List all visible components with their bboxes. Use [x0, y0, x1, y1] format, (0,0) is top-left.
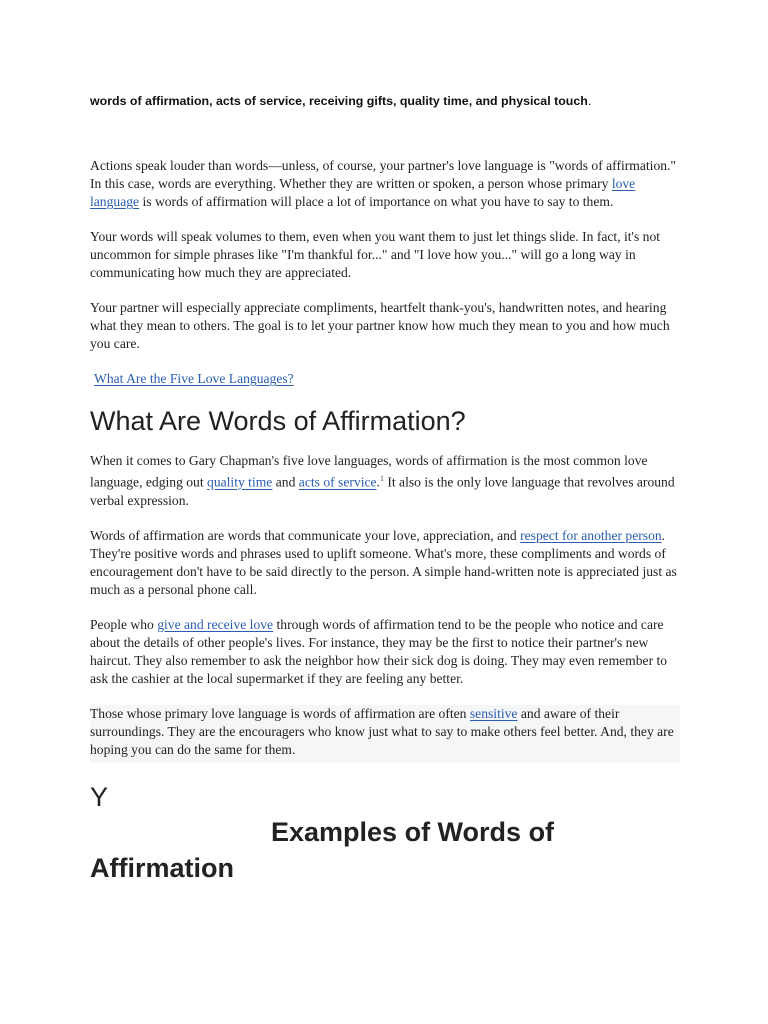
- paragraph-compliments: Your partner will especially appreciate compliments, heartfelt thank-you's, handwritten notes, and hearing what they mean to others. The goal is to let your partner know how much they mean to you and how much you care.: [90, 300, 670, 351]
- five-love-languages-row: [94, 370, 680, 388]
- sensitive-link[interactable]: sensitive: [469, 705, 518, 721]
- paragraph-text: It also is the only love language that revolves around verbal expression.: [90, 474, 675, 508]
- respect-link[interactable]: respect for another person: [520, 527, 662, 543]
- examples-heading-line-1: Examples of Words of: [271, 816, 555, 847]
- paragraph-text: People who: [90, 616, 158, 632]
- paragraph-text: .: [376, 474, 380, 490]
- section-heading-examples: [90, 814, 680, 886]
- paragraph-text: Words of affirmation are words that communicate your love, appreciation, and: [90, 527, 521, 543]
- paragraph-words-communicate: [90, 527, 680, 599]
- paragraph-text: is words of affirmation will place a lot of importance on what you have to say to them.: [139, 194, 614, 209]
- acts-of-service-link[interactable]: acts of service: [298, 474, 377, 490]
- give-and-receive-love-link[interactable]: give and receive love: [157, 616, 274, 632]
- section-heading-what-are-words: What Are Words of Affirmation?: [90, 406, 466, 436]
- paragraph-text: When it comes to Gary Chapman's five love languages, words of affirmation is the most common love language, edging out: [90, 453, 648, 490]
- intro-lead-line: [90, 92, 680, 110]
- paragraph-sensitive: [90, 705, 680, 759]
- intro-lead-text: words of affirmation, acts of service, receiving gifts, quality time, and physical touch: [90, 94, 588, 108]
- paragraph-speak-volumes: Your words will speak volumes to them, even when you want them to just let things slide. In fact, it's not uncommon for simple phrases like "I'm thankful for..." and "I love how you..." will go a long way in communicating how much they are appreciated.: [90, 229, 661, 280]
- five-love-languages-link[interactable]: What Are the Five Love Languages?: [94, 371, 294, 386]
- paragraph-gary-chapman: [90, 452, 680, 510]
- paragraph-text: . They're positive words and phrases used to uplift someone. What's more, these compliments and words of encouragement don't have to be said directly to the person. A simple hand-written note is appreciated just as much as a personal phone call.: [90, 527, 677, 597]
- highlighted-paragraph-block: [90, 705, 680, 763]
- paragraph-text: Actions speak louder than words—unless, of course, your partner's love language is "words of affirmation." In this case, words are everything. Whether they are written or spoken, a person whose primary: [90, 158, 676, 191]
- paragraph-people-who: [90, 616, 680, 688]
- citation-marker[interactable]: 1: [379, 474, 384, 483]
- intro-lead-period: .: [587, 94, 592, 108]
- paragraph-text: and aware of their surroundings. They are the encouragers who know just what to say to make others feel better. And, they are hoping you can do the same for them.: [90, 705, 674, 757]
- paragraph-text: and: [272, 474, 299, 490]
- quality-time-link[interactable]: quality time: [207, 474, 273, 490]
- love-language-link[interactable]: love language: [90, 176, 636, 209]
- paragraph-text: Those whose primary love language is words of affirmation are often: [90, 705, 470, 721]
- paragraph-text: through words of affirmation tend to be the people who notice and care about the details of other people's lives. For instance, they may be the first to notice their partner's new haircut. They also remember to ask the neighbor how their sick dog is doing. They may even remember to ask the cashier at the local supermarket if they are feeling any better.: [90, 616, 668, 686]
- examples-heading-line-2: Affirmation: [90, 852, 234, 883]
- paragraph-actions-speak: [90, 157, 680, 211]
- stray-letter: Y: [90, 781, 109, 812]
- article-body: [90, 92, 680, 886]
